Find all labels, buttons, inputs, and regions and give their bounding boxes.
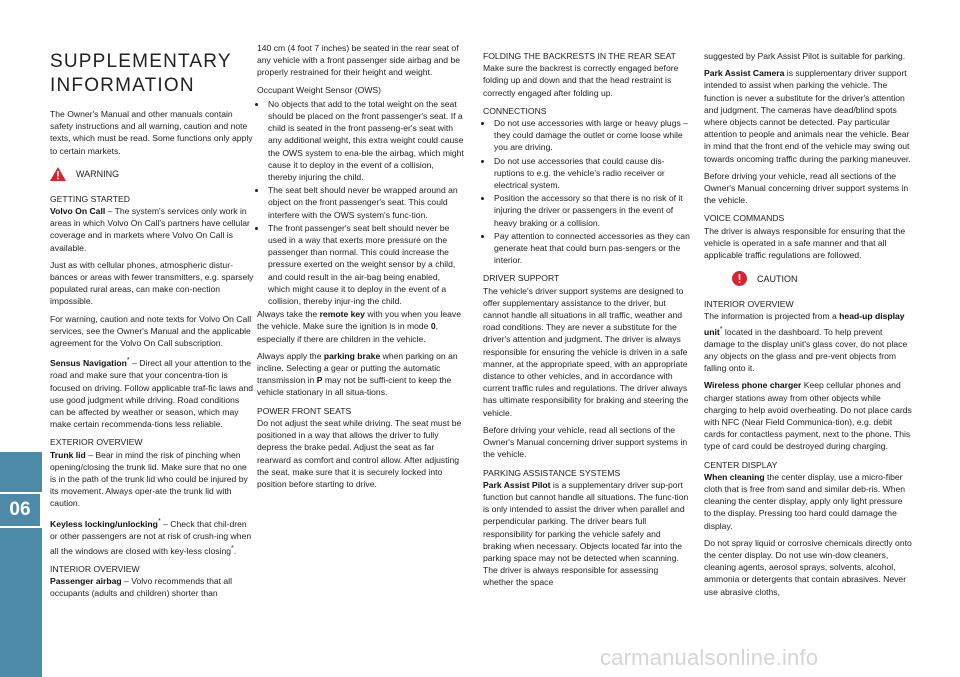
warning-triangle-icon [50, 167, 66, 181]
para-volvo-on-call: Volvo On Call – The system's services only work in areas in which Volvo On Call's partners have cellular coverage and in markets where Volvo On Call is available. [50, 206, 250, 253]
para-park-assist-pilot: Park Assist Pilot is a supplementary driver sup-port function but cannot handle all situations. The func-tion is only intended to assist the driver when parallel and perpendicular parking. The driver bears full responsibility for parking the vehicle safely and braking when necessary. Objects located far into the parking space may not be detected when scanning. The driver is always responsible for assessing whether the space [483, 479, 689, 588]
para-navigation: Sensus Navigation* – Direct all your attention to the road and make sure that your concentra-tion is focused on driving. Follow applicable traf-fic laws and use good judgment while driving. Road conditions can be affected by weather or season, which may make certain recommenda-tions less reliable. [50, 356, 254, 430]
para-pap-cont: suggested by Park Assist Pilot is suitable for parking. [704, 51, 906, 61]
connections-list [483, 117, 690, 266]
caution-label: CAUTION [757, 273, 798, 284]
para-remote-key: Always take the remote key with you when you leave the vehicle. Make sure the ignition is in mode 0, especially if there are children in the vehicle. [257, 309, 461, 344]
warning-label: WARNING [76, 168, 120, 179]
list-item: • No objects that add to the total weight on the seat should be placed on the front passenger's seat. If a child is seated in the front passeng-er's seat with any additional weight, this extra weight could cause the OWS system to ena-ble the airbag, which might cause it to deploy in the event of a collision, thereby injuring the child. [267, 98, 464, 183]
para-voice: The driver is always responsible for ensuring that the vehicle is operated in a safe manner and that all applicable traffic regulations are followed. [704, 225, 906, 261]
chapter-number: 06 [0, 492, 42, 528]
heading-voice-commands: VOICE COMMANDS [704, 213, 785, 224]
list-item: • The front passenger's seat belt should never be used in a way that exerts more pressure on the passenger than normal. This could increase the pressure exerted on the weight sensor by a child, and could result in the air-bag being enabled, which might cause it to deploy in the event of a collision, thereby injur-ing the child. [267, 222, 464, 307]
para-airbag-cont: 140 cm (4 foot 7 inches) be seated in the rear seat of any vehicle with a front passenger side airbag and be properly restrained for their height and weight. [257, 43, 461, 78]
para-park-assist-camera: Park Assist Camera is supplementary driver support intended to assist when parking the vehicle. The function is never a substitute for the driver's attention and judgment. The cameras have dead/blind spots where objects cannot be detected. Pay particular attention to people and animals near the vehicle. Bear in mind that the front end of the vehicle may swing out towards oncoming traffic during the parking maneuver. [704, 68, 911, 164]
list-item: • Do not use accessories that could cause dis-ruptions to e.g. the vehicle's radio receiver or electrical system. [493, 155, 690, 192]
heading-interior-overview-2: INTERIOR OVERVIEW [704, 299, 794, 310]
para-driver-support-2: Before driving your vehicle, read all sections of the Owner's Manual concerning driver support systems in the vehicle. [483, 424, 688, 460]
column-2 [257, 42, 464, 495]
watermark: carmanualsonline.info [600, 645, 819, 670]
list-item: • The seat belt should never be wrapped around an object on the front passenger's seat. This could interfere with the OWS system's func-tion. [267, 184, 464, 221]
column-4 [704, 42, 912, 603]
caution-circle-icon [732, 271, 747, 286]
list-item: • Position the accessory so that there is no risk of it injuring the driver or passengers in the event of heavy braking or a collision. [493, 192, 690, 229]
para-parking-brake: Always apply the parking brake when parking on an incline. Selecting a gear or putting the automatic transmission in P may not be suffi-cient to keep the vehicle stationary in all situa-tions. [257, 350, 458, 398]
heading-driver-support: DRIVER SUPPORT [483, 273, 560, 284]
heading-interior-overview: INTERIOR OVERVIEW [50, 563, 140, 574]
warning-box [50, 167, 255, 181]
column-3 [483, 42, 690, 594]
para-folding: Make sure the backrest is correctly engaged before folding up and down and that the head restraint is correctly engaged after folding up. [483, 63, 679, 98]
para-keyless: Keyless locking/unlocking* – Check that chil-dren or other passengers are not at risk of crush-ing when all the windows are closed with key-less closing*. [50, 516, 252, 556]
para-cleaning: When cleaning the center display, use a micro-fiber cloth that is free from sand and similar deb-ris. When cleaning the center display, apply only light pressure to the display. Pressing too hard could damage the display. [704, 471, 906, 531]
caution-box [732, 271, 912, 286]
list-item: • Pay attention to connected accessories as they can generate heat that could burn pas-sengers or the interior. [493, 230, 690, 267]
para-cellular: Just as with cellular phones, atmospheric distur-bances or areas with fewer transmitters, e.g. sparsely populated rural areas, can make con-nection impossible. [50, 259, 254, 307]
ows-heading: Occupant Weight Sensor (OWS) [257, 84, 382, 95]
para-spray: Do not spray liquid or corrosive chemicals directly onto the center display. Do not use win-dow cleaners, cleaning agents, aerosol sprays, solvents, alcohol, ammonia or detergents that contain abrasives. Never use abrasive cloths, [704, 537, 912, 597]
heading-center-display: CENTER DISPLAY [704, 459, 778, 470]
heading-folding-backrests: FOLDING THE BACKRESTS IN THE REAR SEAT [483, 51, 676, 61]
intro-text: The Owner's Manual and other manuals contain safety instructions and all warning, caution and note texts, which must be read. Some functions only apply to certain markets. [50, 109, 253, 156]
page-title: SUPPLEMENTARY INFORMATION [50, 51, 232, 96]
heading-exterior-overview: EXTERIOR OVERVIEW [50, 437, 143, 448]
heading-connections: CONNECTIONS [483, 105, 547, 116]
heading-parking-assistance: PARKING ASSISTANCE SYSTEMS [483, 467, 621, 478]
chapter-tab [0, 452, 42, 677]
para-driver-support: The vehicle's driver support systems are designed to offer supplementary assistance to the driver, but cannot handle all situations in all traffic, weather and road conditions. They are never a substitute for the driver's attention and judgment. The driver is always responsible for ensuring the vehicle is driven in a safe manner, at the appropriate speed, with an appropriate distance to other vehicles, and in accordance with current traffic rules and regulations. The driver always has ultimate responsibility for braking and steering the vehicle. [483, 285, 689, 418]
para-camera-2: Before driving your vehicle, read all sections of the Owner's Manual concerning driver support systems in the vehicle. [704, 170, 909, 206]
para-warning-texts: For warning, caution and note texts for Volvo On Call services, see the Owner's Manual and the applicable agreement for the Volvo On Call subscription. [50, 313, 252, 349]
heading-getting-started: GETTING STARTED [50, 193, 130, 204]
para-wireless-charger: Wireless phone charger Keep cellular phones and charger stations away from other objects while charging to help avoid overheating. Do not place cards with NFC (Near Field Communica-tion), e.g. debit cards for contactless payment, next to the phone. This type of card could be destroyed during charging. [704, 380, 912, 452]
para-trunk-lid: Trunk lid – Bear in mind the risk of pinching when opening/closing the trunk lid. Make sure that no one is in the path of the trunk lid who could be injured by its movement. Always oper-ate the trunk lid with caution. [50, 449, 248, 509]
column-1 [50, 42, 255, 604]
ows-list [257, 98, 464, 307]
para-passenger-airbag: Passenger airbag – Volvo recommends that all occupants (adults and children) shorter than [50, 576, 232, 599]
list-item: • Do not use accessories with large or heavy plugs – they could damage the outlet or come loose while you are driving. [493, 117, 690, 154]
para-front-seats: Do not adjust the seat while driving. The seat must be positioned in a way that allows the driver to fully depress the brake pedal. Adjust the seat as far rearward as comfort and control allow. After adjusting the seat, make sure that it is securely locked into position before starting to drive. [257, 417, 462, 489]
para-hud: The information is projected from a head-up display unit* located in the dashboard. To help prevent damage to the display unit's glass cover, do not place any objects on the glass and pre-vent objects from falling onto it. [704, 311, 908, 374]
heading-power-front-seats: POWER FRONT SEATS [257, 405, 352, 416]
